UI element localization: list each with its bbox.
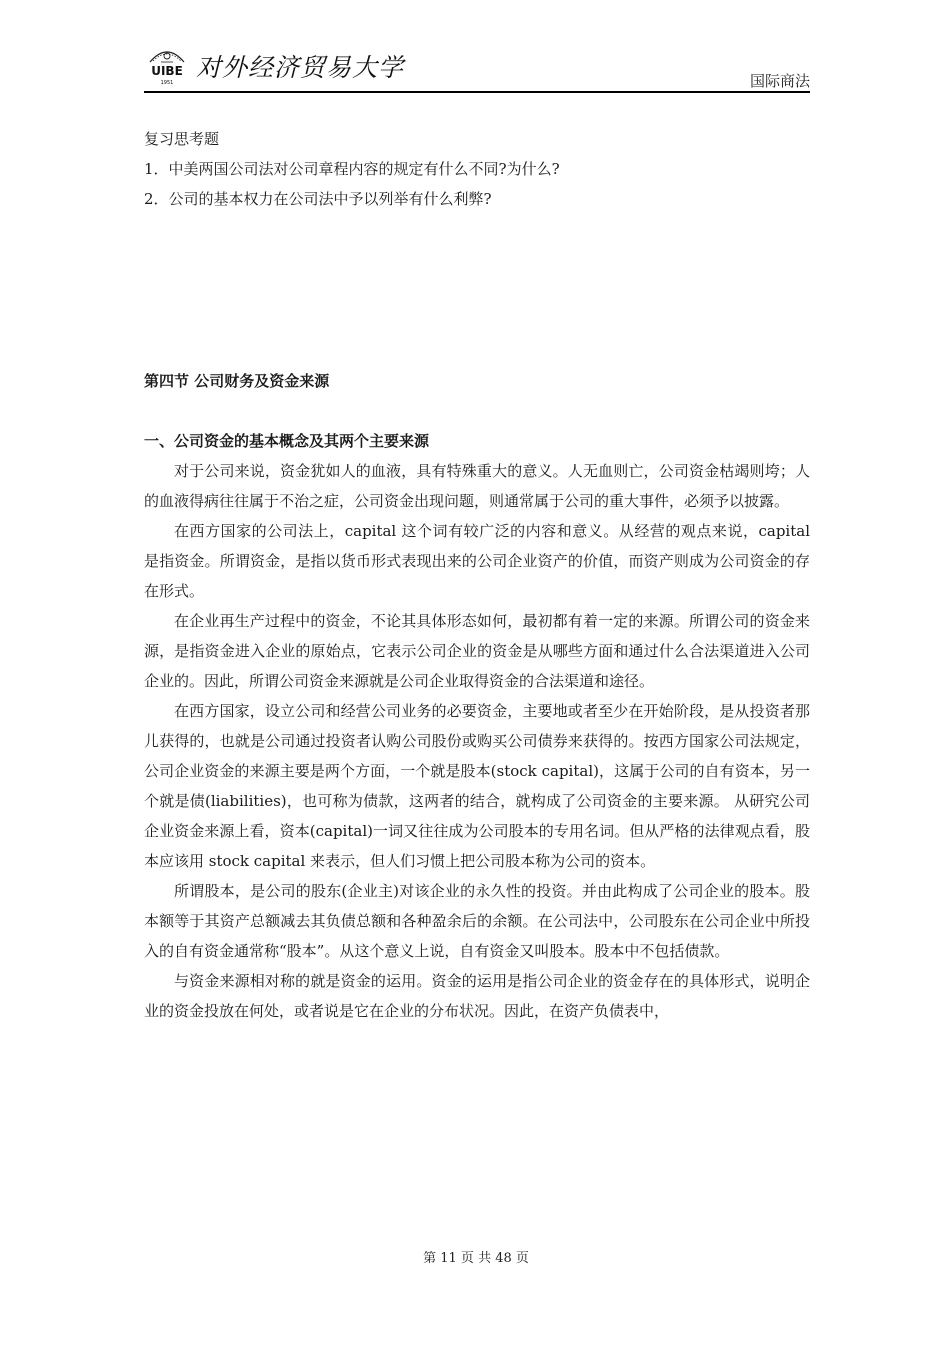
paragraph-3: 在企业再生产过程中的资金，不论其具体形态如何，最初都有着一定的来源。所谓公司的资金来源，是指资金进入企业的原始点，它表示公司企业的资金是从哪些方面和通过什么合法渠道进入公司企业的。因此，所谓公司资金来源就是公司企业取得资金的合法渠道和途径。	[144, 612, 810, 690]
spacer	[144, 396, 810, 426]
review-question-1: 1．中美两国公司法对公司章程内容的规定有什么不同?为什么?	[144, 160, 560, 178]
paragraph-4: 在西方国家，设立公司和经营公司业务的必要资金，主要地或者至少在开始阶段，是从投资者那儿获得的，也就是公司通过投资者认购公司股份或购买公司债券来获得的。按西方国家公司法规定，公司企业资金的来源主要是两个方面，一个就是股本(stock capital)，这属于公司的自有资本，另一个就是债(liabilities)，也可称为债款，这两者的结合，就构成了公司资金的主要来源。 从研究公司企业资金来源上看，资本(capital)一词又往往成为公司股本的专用名词。但从严格的法律观点看，股本应该用 stock capital 来表示，但人们习惯上把公司股本称为公司的资本。	[144, 702, 810, 870]
review-title: 复习思考题	[144, 130, 220, 148]
header-divider	[144, 91, 810, 93]
paragraph-5: 所谓股本，是公司的股东(企业主)对该企业的永久性的投资。并由此构成了公司企业的股本。股本额等于其资产总额减去其负债总额和各种盈余后的余额。在公司法中，公司股东在公司企业中所投入的自有资金通常称“股本”。从这个意义上说，自有资金又叫股本。股本中不包括债款。	[144, 882, 810, 960]
paragraph-2: 在西方国家的公司法上，capital 这个词有较广泛的内容和意义。从经营的观点来说，capital 是指资金。所谓资金，是指以货币形式表现出来的公司企业资产的价值，而资产则成为公司资金的存在形式。	[144, 522, 810, 600]
course-name: 国际商法	[749, 72, 810, 90]
logo-abbr: UIBE	[151, 64, 183, 78]
paragraph-1: 对于公司来说，资金犹如人的血液，具有特殊重大的意义。人无血则亡，公司资金枯竭则垮；人的血液得病往往属于不治之症，公司资金出现问题，则通常属于公司的重大事件，必须予以披露。	[144, 462, 810, 510]
page-footer: 第 11 页 共 48 页	[423, 1251, 529, 1266]
paragraph-6: 与资金来源相对称的就是资金的运用。资金的运用是指公司企业的资金存在的具体形式，说明企业的资金投放在何处，或者说是它在企业的分布状况。因此，在资产负债表中，	[144, 972, 810, 1020]
logo-year: 1951	[160, 80, 174, 86]
review-question-2: 2．公司的基本权力在公司法中予以列举有什么利弊?	[144, 190, 492, 208]
page-header	[144, 42, 810, 94]
university-seal-icon	[144, 44, 190, 86]
spacer	[144, 214, 810, 366]
university-name: 对外经济贸易大学	[196, 53, 405, 82]
university-logo	[144, 44, 190, 86]
section-title: 第四节 公司财务及资金来源	[144, 372, 330, 390]
page-content	[144, 124, 810, 1026]
subsection-title: 一、公司资金的基本概念及其两个主要来源	[144, 432, 430, 450]
